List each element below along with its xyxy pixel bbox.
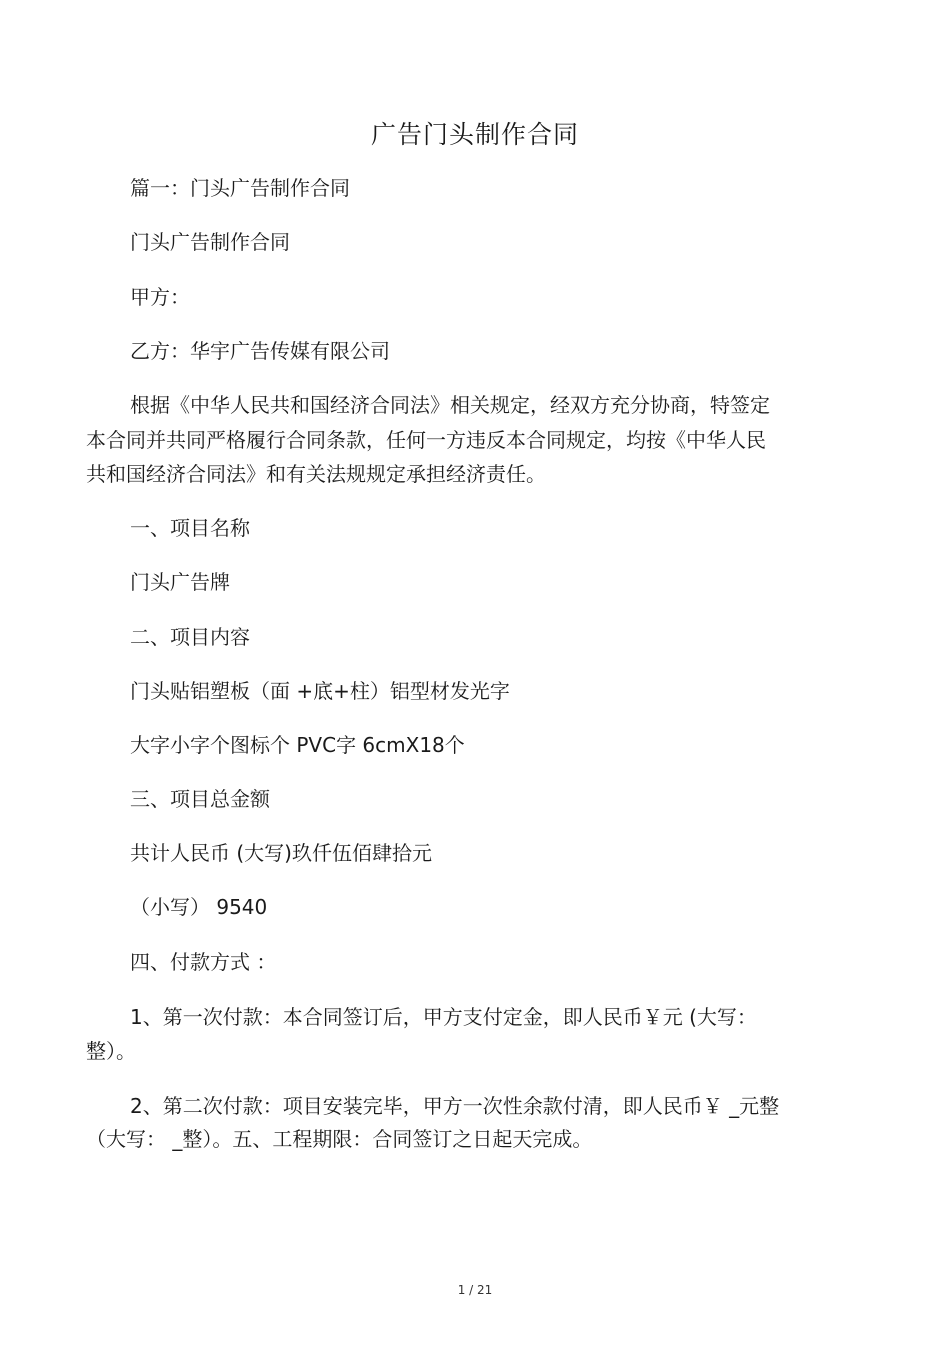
clause-heading-1: 一、项目名称 (130, 516, 250, 540)
preamble-line-2: 本合同并共同严格履行合同条款，任何一方违反本合同规定，均按《中华人民 (86, 428, 766, 452)
preamble-line-1: 根据《中华人民共和国经济合同法》相关规定，经双方充分协商，特签定 (130, 393, 770, 417)
payment-1-line-2: 整）。 (86, 1039, 136, 1063)
party-b: 乙方：华宇广告传媒有限公司 (130, 339, 390, 363)
contract-name: 门头广告制作合同 (130, 230, 290, 254)
project-name: 门头广告牌 (130, 570, 230, 594)
amount-uppercase: 共计人民币 (大写)玖仟伍佰肆拾元 (130, 841, 432, 865)
amount-lowercase: （小写） 9540 (130, 895, 268, 919)
payment-2-line-2: （大写： _整）。五、工程期限：合同签订之日起天完成。 (86, 1127, 593, 1151)
section-heading: 篇一：门头广告制作合同 (130, 176, 350, 200)
page-number: 1 / 21 (457, 1283, 493, 1297)
document-title: 广告门头制作合同 (370, 120, 579, 149)
project-content-2: 大字小字个图标个 PVC字 6cmX18个 (130, 733, 465, 757)
clause-heading-3: 三、项目总金额 (130, 787, 270, 811)
preamble-line-3: 共和国经济合同法》和有关法规规定承担经济责任。 (86, 462, 546, 486)
clause-heading-2: 二、项目内容 (130, 625, 250, 649)
project-content-1: 门头贴铝塑板（面 +底+柱）铝型材发光字 (130, 679, 510, 703)
payment-2-line-1: 2、第二次付款：项目安装完毕，甲方一次性余款付清，即人民币￥ _元整 (130, 1094, 780, 1118)
payment-1-line-1: 1、第一次付款：本合同签订后，甲方支付定金，即人民币￥元 (大写： (130, 1005, 757, 1029)
party-a: 甲方： (130, 285, 190, 309)
clause-heading-4: 四、付款方式 ： (130, 950, 277, 974)
